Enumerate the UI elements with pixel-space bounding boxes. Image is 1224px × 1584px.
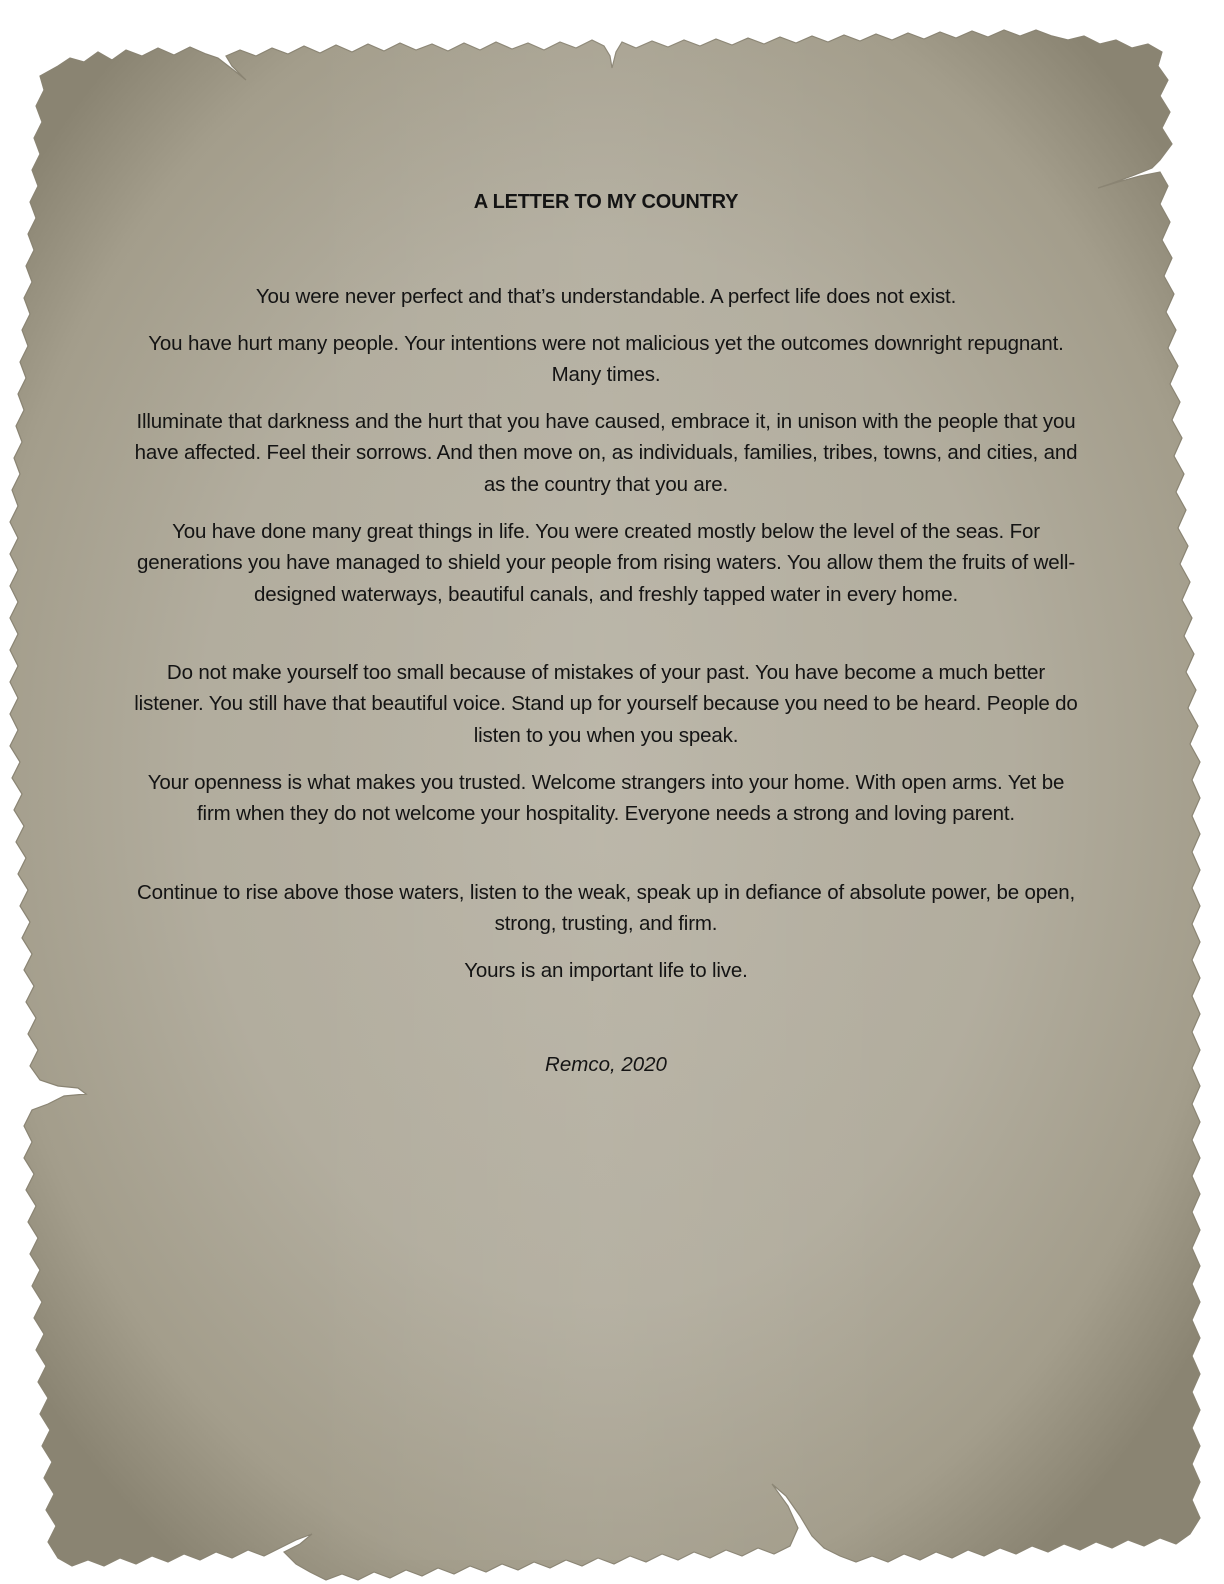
paragraph-6: Your openness is what makes you trusted. Welcome strangers into your home. With open arms. Yet be firm when they do not welcome your hospitality. Everyone needs a strong and loving parent. [147,771,1065,826]
paragraph-7: Continue to rise above those waters, listen to the weak, speak up in defiance of absolute power, be open, strong, trusting, and firm. [136,881,1076,936]
paragraph-8: Yours is an important life to live. [464,959,748,982]
letter-title: A LETTER TO MY COUNTRY [473,191,739,213]
paragraph-1: You were never perfect and that’s understandable. A perfect life does not exist. [255,285,957,308]
paragraph-5: Do not make yourself too small because of mistakes of your past. You have become a much better listener. You still have that beautiful voice. Stand up for yourself because you need to be heard. People do listen to you when you speak. [134,661,1078,747]
paragraph-4: You have done many great things in life. You were created mostly below the level of the seas. For generations you have managed to shield your people from rising waters. You allow them the fruits of well-designed waterways, beautiful canals, and freshly tapped water in every home. [136,520,1076,606]
signature: Remco, 2020 [545,1053,667,1076]
paragraph-2: You have hurt many people. Your intentions were not malicious yet the outcomes downright repugnant. Many times. [148,332,1064,387]
paragraph-3: Illuminate that darkness and the hurt that you have caused, embrace it, in unison with the people that you have affected. Feel their sorrows. And then move on, as individuals, families, tribes, towns, and cities, and as the country that you are. [134,410,1078,496]
